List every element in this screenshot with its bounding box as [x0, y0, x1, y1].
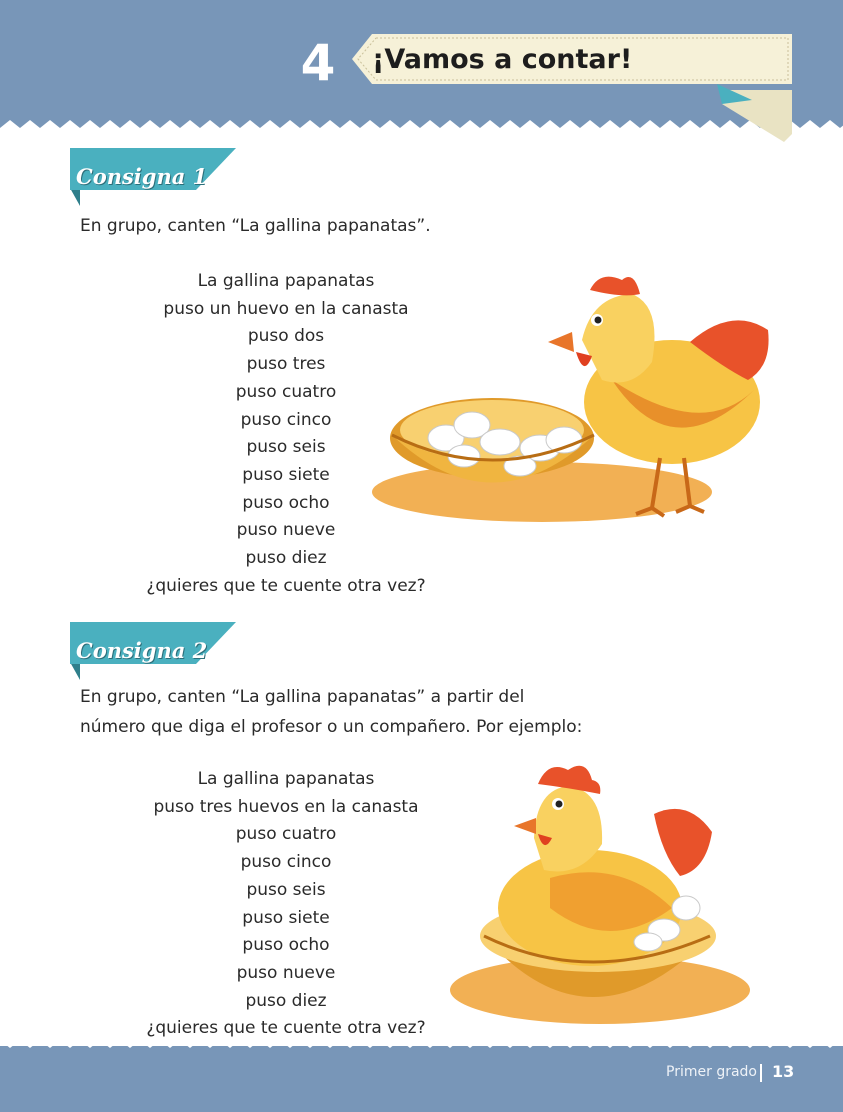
poem-line: puso cuatro — [235, 824, 337, 845]
consigna-2-instruction-line-2: número que diga el profesor o un compañero. Por ejemplo: — [80, 717, 583, 737]
consigna-2-instruction-line-1: En grupo, canten “La gallina papanatas” a partir del — [80, 687, 525, 707]
hen-with-eggs-illustration — [372, 270, 782, 530]
poem-line: puso siete — [242, 464, 330, 485]
page-number: 13 — [772, 1062, 795, 1081]
consigna-2-poem — [100, 766, 472, 1043]
poem-line: puso cuatro — [235, 381, 337, 402]
poem-line: puso nueve — [236, 962, 336, 983]
poem-line: puso seis — [246, 879, 326, 900]
poem-line: puso seis — [246, 437, 326, 458]
footer-separator — [760, 1064, 762, 1082]
page-title: ¡Vamos a contar! — [372, 44, 633, 75]
poem-line: puso ocho — [242, 492, 330, 513]
footer-zigzag-edge — [0, 1040, 843, 1056]
poem-line: puso cinco — [240, 409, 332, 430]
poem-line: puso un huevo en la canasta — [163, 298, 409, 319]
lesson-number: 4 — [300, 34, 336, 92]
poem-line: puso tres huevos en la canasta — [153, 796, 419, 817]
poem-line: puso tres — [246, 354, 326, 375]
poem-line: La gallina papanatas — [197, 271, 375, 291]
poem-line: puso diez — [245, 990, 327, 1011]
poem-line: La gallina papanatas — [197, 769, 375, 789]
consigna-1-label: Consigna 1 — [76, 164, 208, 189]
consigna-2-label: Consigna 2 — [76, 638, 208, 663]
hen-sitting-on-nest-illustration — [440, 758, 760, 1038]
poem-line: puso ocho — [242, 935, 330, 956]
poem-line: puso diez — [245, 548, 327, 569]
poem-line: puso dos — [247, 326, 325, 347]
poem-line: puso siete — [242, 907, 330, 928]
footer-grade: Primer grado — [666, 1064, 757, 1080]
consigna-1-instruction: En grupo, canten “La gallina papanatas”. — [80, 216, 431, 236]
poem-line: ¿quieres que te cuente otra vez? — [146, 1018, 426, 1039]
poem-line: ¿quieres que te cuente otra vez? — [146, 575, 426, 596]
poem-line: puso nueve — [236, 520, 336, 541]
poem-line: puso cinco — [240, 852, 332, 873]
